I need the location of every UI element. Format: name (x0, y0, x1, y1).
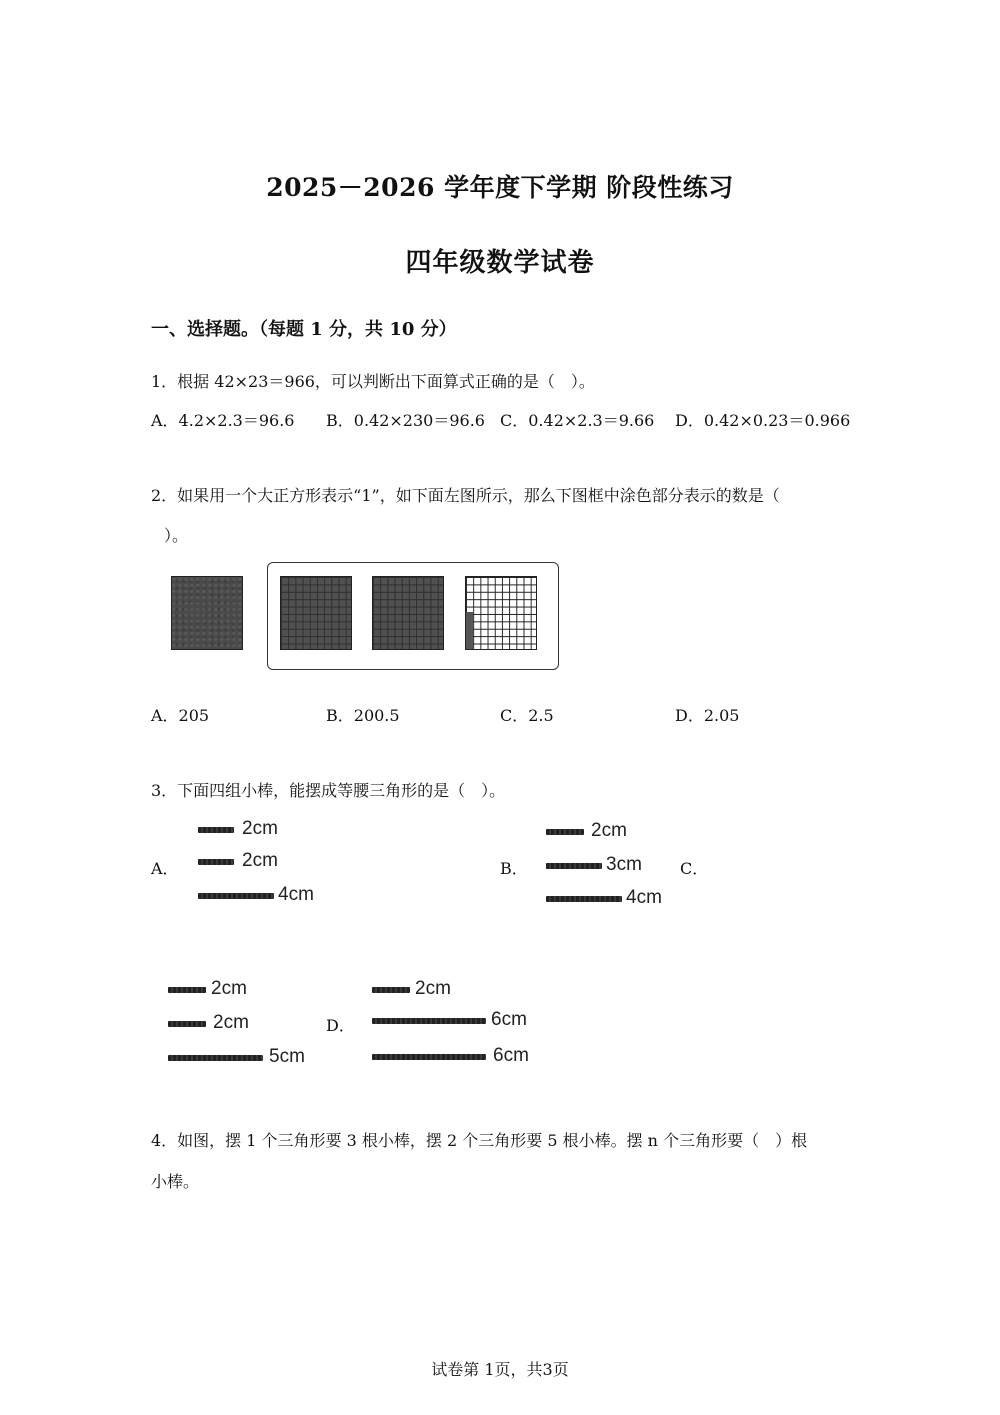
stick-length-label: 3cm (606, 854, 642, 875)
stick-length-label: 6cm (491, 1009, 527, 1030)
q1-option-b[interactable]: B．0.42×230＝96.6 (326, 411, 485, 430)
q3-option-a-label[interactable]: A． (151, 859, 179, 878)
section-heading: 一、选择题。（每题 1 分，共 10 分） (151, 319, 457, 340)
q3-option-d-label[interactable]: D． (326, 1016, 355, 1035)
q2-option-a[interactable]: A．205 (151, 706, 210, 725)
partial-shading (466, 612, 473, 649)
q3-option-a-sticks (198, 818, 338, 910)
q2-option-b[interactable]: B．200.5 (326, 706, 400, 725)
q1-option-c[interactable]: C．0.42×2.3＝9.66 (500, 411, 655, 430)
exam-title: 2025－2026 学年度下学期 阶段性练习 (266, 173, 734, 202)
stick-length-label: 2cm (213, 1012, 249, 1033)
q3-option-d-sticks (372, 978, 542, 1073)
question-4-text-line2: 小棒。 (151, 1172, 200, 1191)
stick-length-label: 2cm (211, 978, 247, 999)
stick-bar (546, 829, 584, 835)
q1-option-a[interactable]: A．4.2×2.3＝96.6 (151, 411, 295, 430)
page-footer: 试卷第 1页，共3页 (431, 1360, 569, 1379)
stick-bar (372, 987, 410, 993)
stick-length-label: 2cm (242, 818, 278, 839)
question-1-text: 1．根据 42×23＝966，可以判断出下面算式正确的是（ ）。 (151, 372, 595, 391)
stick-bar (372, 1054, 486, 1060)
stick-length-label: 2cm (591, 820, 627, 841)
stick-bar (198, 827, 234, 833)
stick-bar (168, 987, 206, 993)
partially-shaded-grid-square (465, 576, 537, 650)
q1-option-d[interactable]: D．0.42×0.23＝0.966 (675, 411, 851, 430)
stick-length-label: 2cm (242, 850, 278, 871)
question-4-text-line1: 4．如图，摆 1 个三角形要 3 根小棒，摆 2 个三角形要 5 根小棒。摆 n 个三角形要（ ）根 (151, 1131, 808, 1150)
stick-bar (546, 863, 602, 869)
q2-option-c[interactable]: C．2.5 (500, 706, 554, 725)
unit-square-figure (171, 576, 243, 650)
q3-option-b-sticks (546, 820, 686, 912)
exam-subtitle: 四年级数学试卷 (405, 248, 595, 278)
stick-bar (168, 1055, 263, 1061)
stick-bar (546, 896, 622, 902)
stick-length-label: 5cm (269, 1046, 305, 1067)
q3-option-c-label[interactable]: C． (680, 859, 709, 878)
stick-bar (198, 859, 234, 865)
stick-length-label: 4cm (278, 884, 314, 905)
q3-option-b-label[interactable]: B． (500, 859, 528, 878)
stick-bar (168, 1021, 206, 1027)
shaded-grid-square-1 (280, 576, 352, 650)
q2-option-d[interactable]: D．2.05 (675, 706, 740, 725)
question-3-text: 3．下面四组小棒，能摆成等腰三角形的是（ ）。 (151, 781, 506, 800)
stick-length-label: 6cm (493, 1045, 529, 1066)
question-2-text-line2: ）。 (164, 526, 189, 545)
shaded-grid-square-2 (372, 576, 444, 650)
stick-bar (372, 1018, 486, 1024)
stick-length-label: 4cm (626, 887, 662, 908)
question-2-text-line1: 2．如果用一个大正方形表示“1”，如下面左图所示，那么下图框中涂色部分表示的数是（ (151, 486, 780, 505)
stick-bar (198, 893, 274, 899)
stick-length-label: 2cm (415, 978, 451, 999)
q3-option-c-sticks (168, 978, 318, 1073)
